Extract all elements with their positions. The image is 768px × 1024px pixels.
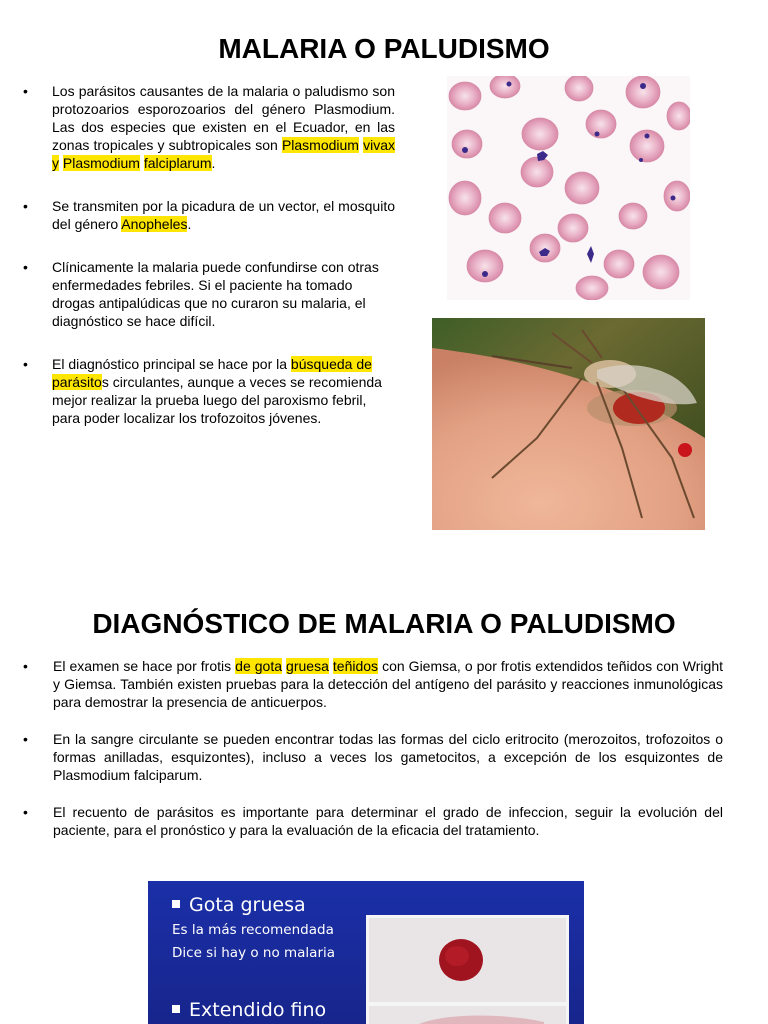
bullet-dot: • [23,658,28,674]
paragraph-text: Se transmiten por la picadura de un vector, el mosquito del género [52,198,395,232]
slide-heading-2 [172,999,326,1021]
thick-smear-slide [366,915,569,1005]
highlight-plasmodium: Plasmodium [281,137,359,153]
highlight-falciplarum: falciplarum [143,155,212,171]
diagnosis-bullet-list [23,657,723,858]
highlight-tenidos: teñidos [332,658,379,674]
bullet-dot: • [23,731,28,747]
paragraph-end: con Giemsa, o por frotis extendidos teñidos con Wright y Giemsa. También existen pruebas para la detección del antígeno del parásito y reacciones inmunológicas para demostrar la presencia de anticuerpos. [53,658,723,710]
bullet-dot: • [23,198,28,214]
highlight-vivax: vivax [363,137,395,153]
paragraph-text: El diagnóstico principal se hace por la [52,356,291,372]
bullet-dot: • [23,356,28,372]
highlight-y: y [52,155,59,171]
list-item [23,657,723,711]
slide-heading-1-text: Gota gruesa [189,894,306,916]
paragraph-text: El examen se hace por frotis [53,658,236,674]
square-bullet-icon [172,900,180,908]
list-item [23,197,395,233]
malaria-bullet-list [23,82,395,452]
highlight-de-gota: de gota [235,658,283,674]
slide-heading-1 [172,894,306,916]
highlight-plasmodium-2: Plasmodium [62,155,140,171]
bullet-dot: • [23,83,28,99]
paragraph-text: El recuento de parásitos es importante para determinar el grado de infeccion, seguir la evolución del paciente, para el pronóstico y para la evaluación de la eficacia del tratamiento. [53,804,723,838]
slide-heading-2-text: Extendido fino [189,999,327,1021]
list-item [23,82,395,172]
paragraph-text: Los parásitos causantes de la malaria o paludismo son protozoarios esporozoarios del género Plasmodium. Las dos especies que existen en el Ecuador, en las zonas tropicales y subtropicales son [52,83,395,153]
slide-line-2: Dice si hay o no malaria [172,945,336,961]
bullet-dot: • [23,804,28,820]
list-item [23,258,395,330]
square-bullet-icon [172,1005,180,1013]
gota-gruesa-slide [148,881,584,1024]
section-title: DIAGNÓSTICO DE MALARIA O PALUDISMO [92,608,676,639]
blood-smear-image [447,76,690,300]
bullet-dot: • [23,259,28,275]
list-item [23,730,723,784]
highlight-gruesa: gruesa [286,658,329,674]
paragraph-text: Clínicamente la malaria puede confundirse con otras enfermedades febriles. Si el paciente ha tomado drogas antipalúdicas que no curaron su malaria, el diagnóstico se hace difícil. [52,259,379,329]
paragraph-end: . [187,216,192,232]
list-item [23,803,723,839]
paragraph-end: s circulantes, aunque a veces se recomienda mejor realizar la prueba luego del paroxismo febril, para poder localizar los trofozoitos jóvenes. [52,374,382,426]
mosquito-image [432,318,705,530]
paragraph-end: . [211,155,216,171]
slide-line-1: Es la más recomendada [172,922,334,938]
highlight-anopheles: Anopheles [121,216,188,232]
list-item [23,355,395,427]
paragraph-text: En la sangre circulante se pueden encontrar todas las formas del ciclo eritrocito (merozoitos, trofozoitos o formas anilladas, esquizontes), incluso a veces los gametocitos, a excepción de los esquizontes de Plasmodium falciparum. [53,731,723,783]
thin-smear-slide [366,1003,569,1024]
highlight-busqueda: búsqueda de parásito [52,356,372,390]
page-title: MALARIA O PALUDISMO [218,33,550,64]
